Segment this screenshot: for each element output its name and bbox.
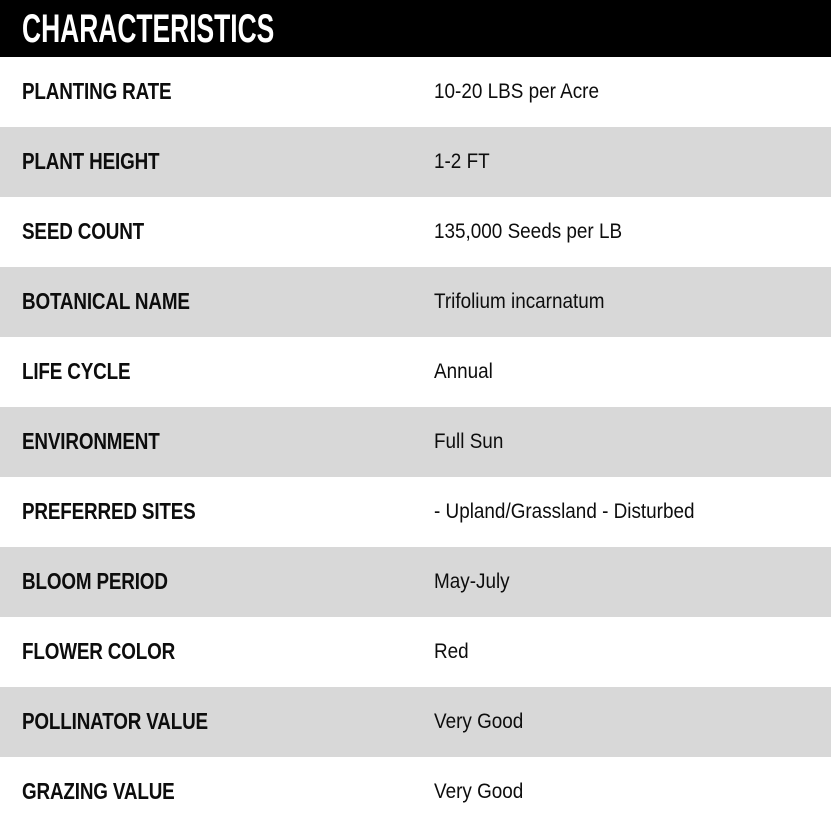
table-row (0, 617, 831, 687)
row-value-cell (434, 711, 831, 733)
row-value: Very Good (434, 710, 524, 733)
row-value-cell (434, 291, 831, 313)
row-label-cell (0, 570, 434, 594)
row-value-cell (434, 151, 831, 173)
row-value: 135,000 Seeds per LB (434, 220, 623, 243)
table-row (0, 757, 831, 827)
row-label: GRAZING VALUE (22, 778, 175, 804)
row-value: Full Sun (434, 430, 504, 453)
row-value-cell (434, 81, 831, 103)
row-value-cell (434, 501, 831, 523)
table-row (0, 57, 831, 127)
row-value: 1-2 FT (434, 150, 490, 173)
row-value: 10-20 LBS per Acre (434, 80, 599, 103)
characteristics-table (0, 57, 831, 827)
table-row (0, 477, 831, 547)
row-value: - Upland/Grassland - Disturbed (434, 500, 695, 523)
row-value-cell (434, 641, 831, 663)
row-label-cell (0, 360, 434, 384)
section-header-bar (0, 0, 831, 57)
table-row (0, 127, 831, 197)
row-label-cell (0, 500, 434, 524)
row-label: POLLINATOR VALUE (22, 708, 208, 734)
table-row (0, 687, 831, 757)
row-label: BOTANICAL NAME (22, 288, 190, 314)
row-label-cell (0, 430, 434, 454)
row-label: SEED COUNT (22, 218, 145, 244)
row-value-cell (434, 781, 831, 803)
table-row (0, 547, 831, 617)
row-label: PLANTING RATE (22, 78, 172, 104)
row-value-cell (434, 361, 831, 383)
row-label-cell (0, 640, 434, 664)
row-label: PLANT HEIGHT (22, 148, 160, 174)
row-label-cell (0, 290, 434, 314)
table-row (0, 197, 831, 267)
row-label: FLOWER COLOR (22, 638, 176, 664)
section-title: CHARACTERISTICS (22, 6, 275, 51)
row-value: Very Good (434, 780, 524, 803)
row-label-cell (0, 710, 434, 734)
row-label-cell (0, 150, 434, 174)
row-label: PREFERRED SITES (22, 498, 196, 524)
row-value-cell (434, 431, 831, 453)
row-value: Annual (434, 360, 493, 383)
row-value: May-July (434, 570, 510, 593)
row-value-cell (434, 221, 831, 243)
table-row (0, 267, 831, 337)
row-label: BLOOM PERIOD (22, 568, 168, 594)
row-value: Red (434, 640, 469, 663)
row-label-cell (0, 80, 434, 104)
table-row (0, 337, 831, 407)
row-label-cell (0, 220, 434, 244)
row-value-cell (434, 571, 831, 593)
row-value: Trifolium incarnatum (434, 290, 605, 313)
row-label: LIFE CYCLE (22, 358, 131, 384)
row-label-cell (0, 780, 434, 804)
row-label: ENVIRONMENT (22, 428, 160, 454)
table-row (0, 407, 831, 477)
